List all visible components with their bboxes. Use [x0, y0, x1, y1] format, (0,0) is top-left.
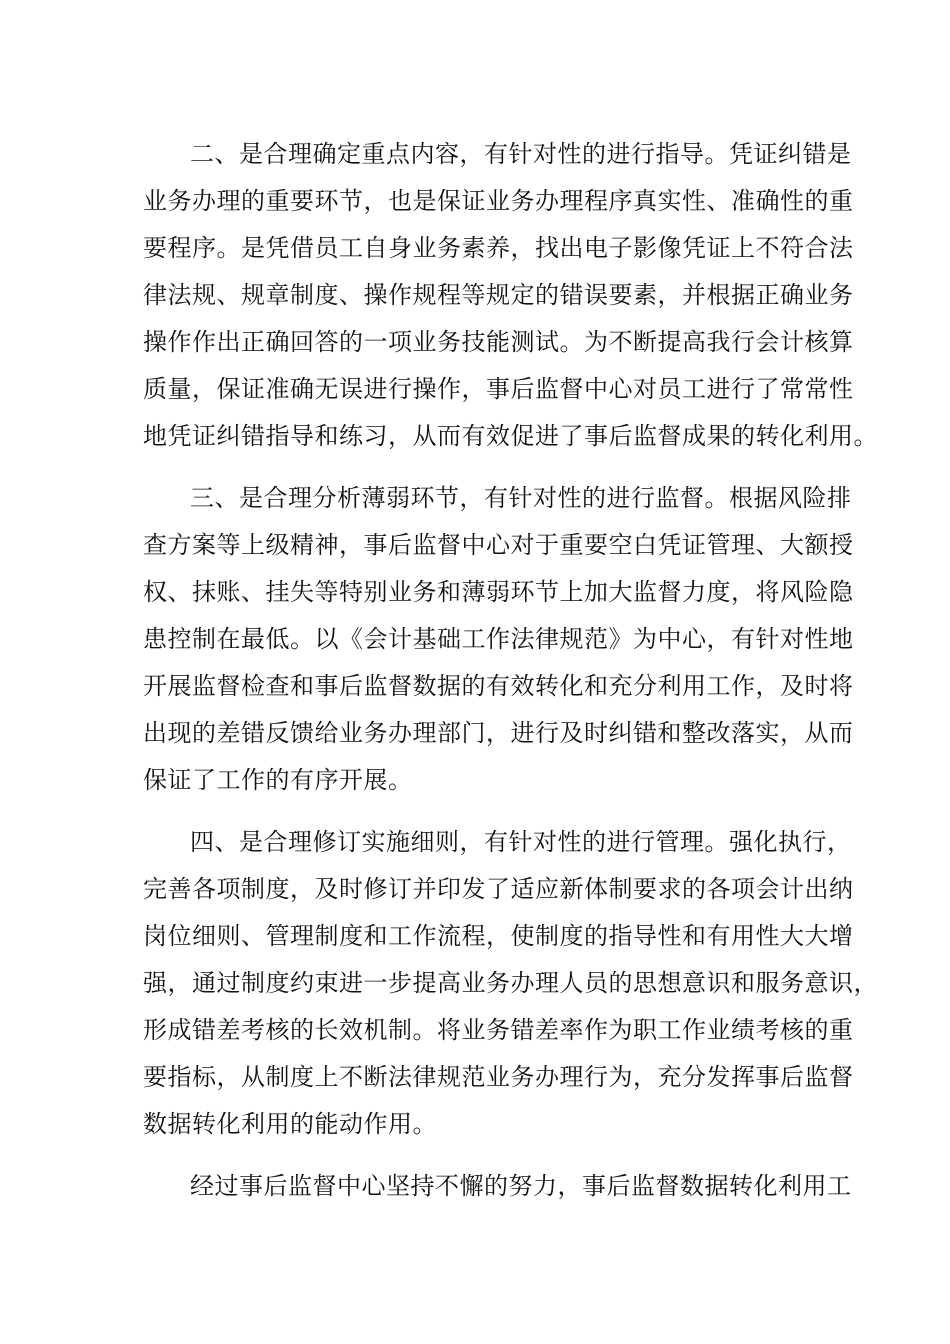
text-line: 要程序。是凭借员工自身业务素养，找出电子影像凭证上不符合法: [143, 234, 854, 262]
text-line: 出现的差错反馈给业务办理部门，进行及时纠错和整改落实，从而: [143, 719, 854, 747]
text-line: 四、是合理修订实施细则，有针对性的进行管理。强化执行，: [190, 828, 852, 856]
text-line: 患控制在最低。以《会计基础工作法律规范》为中心，有针对性地: [143, 625, 854, 653]
text-line: 操作作出正确回答的一项业务技能测试。为不断提高我行会计核算: [143, 328, 854, 356]
text-line: 二、是合理确定重点内容，有针对性的进行指导。凭证纠错是: [190, 140, 852, 168]
text-line: 经过事后监督中心坚持不懈的努力，事后监督数据转化利用工: [190, 1172, 852, 1200]
text-line: 权、抹账、挂失等特别业务和薄弱环节上加大监督力度，将风险隐: [143, 578, 854, 606]
text-line: 律法规、规章制度、操作规程等规定的错误要素，并根据正确业务: [143, 281, 854, 309]
text-line: 三、是合理分析薄弱环节，有针对性的进行监督。根据风险排: [190, 484, 852, 512]
text-line: 岗位细则、管理制度和工作流程，使制度的指导性和有用性大大增: [143, 922, 854, 950]
text-line: 数据转化利用的能动作用。: [143, 1110, 437, 1138]
text-line: 地凭证纠错指导和练习，从而有效促进了事后监督成果的转化利用。: [143, 422, 878, 450]
text-line: 完善各项制度，及时修订并印发了适应新体制要求的各项会计出纳: [143, 875, 854, 903]
text-line: 查方案等上级精神，事后监督中心对于重要空白凭证管理、大额授: [143, 531, 854, 559]
text-line: 保证了工作的有序开展。: [143, 766, 413, 794]
text-line: 要指标，从制度上不断法律规范业务办理行为，充分发挥事后监督: [143, 1063, 854, 1091]
text-line: 开展监督检查和事后监督数据的有效转化和充分利用工作，及时将: [143, 672, 854, 700]
text-line: 形成错差考核的长效机制。将业务错差率作为职工作业绩考核的重: [143, 1016, 854, 1044]
text-line: 业务办理的重要环节，也是保证业务办理程序真实性、准确性的重: [143, 187, 854, 215]
text-line: 强，通过制度约束进一步提高业务办理人员的思想意识和服务意识，: [143, 969, 878, 997]
text-line: 质量，保证准确无误进行操作，事后监督中心对员工进行了常常性: [143, 375, 854, 403]
